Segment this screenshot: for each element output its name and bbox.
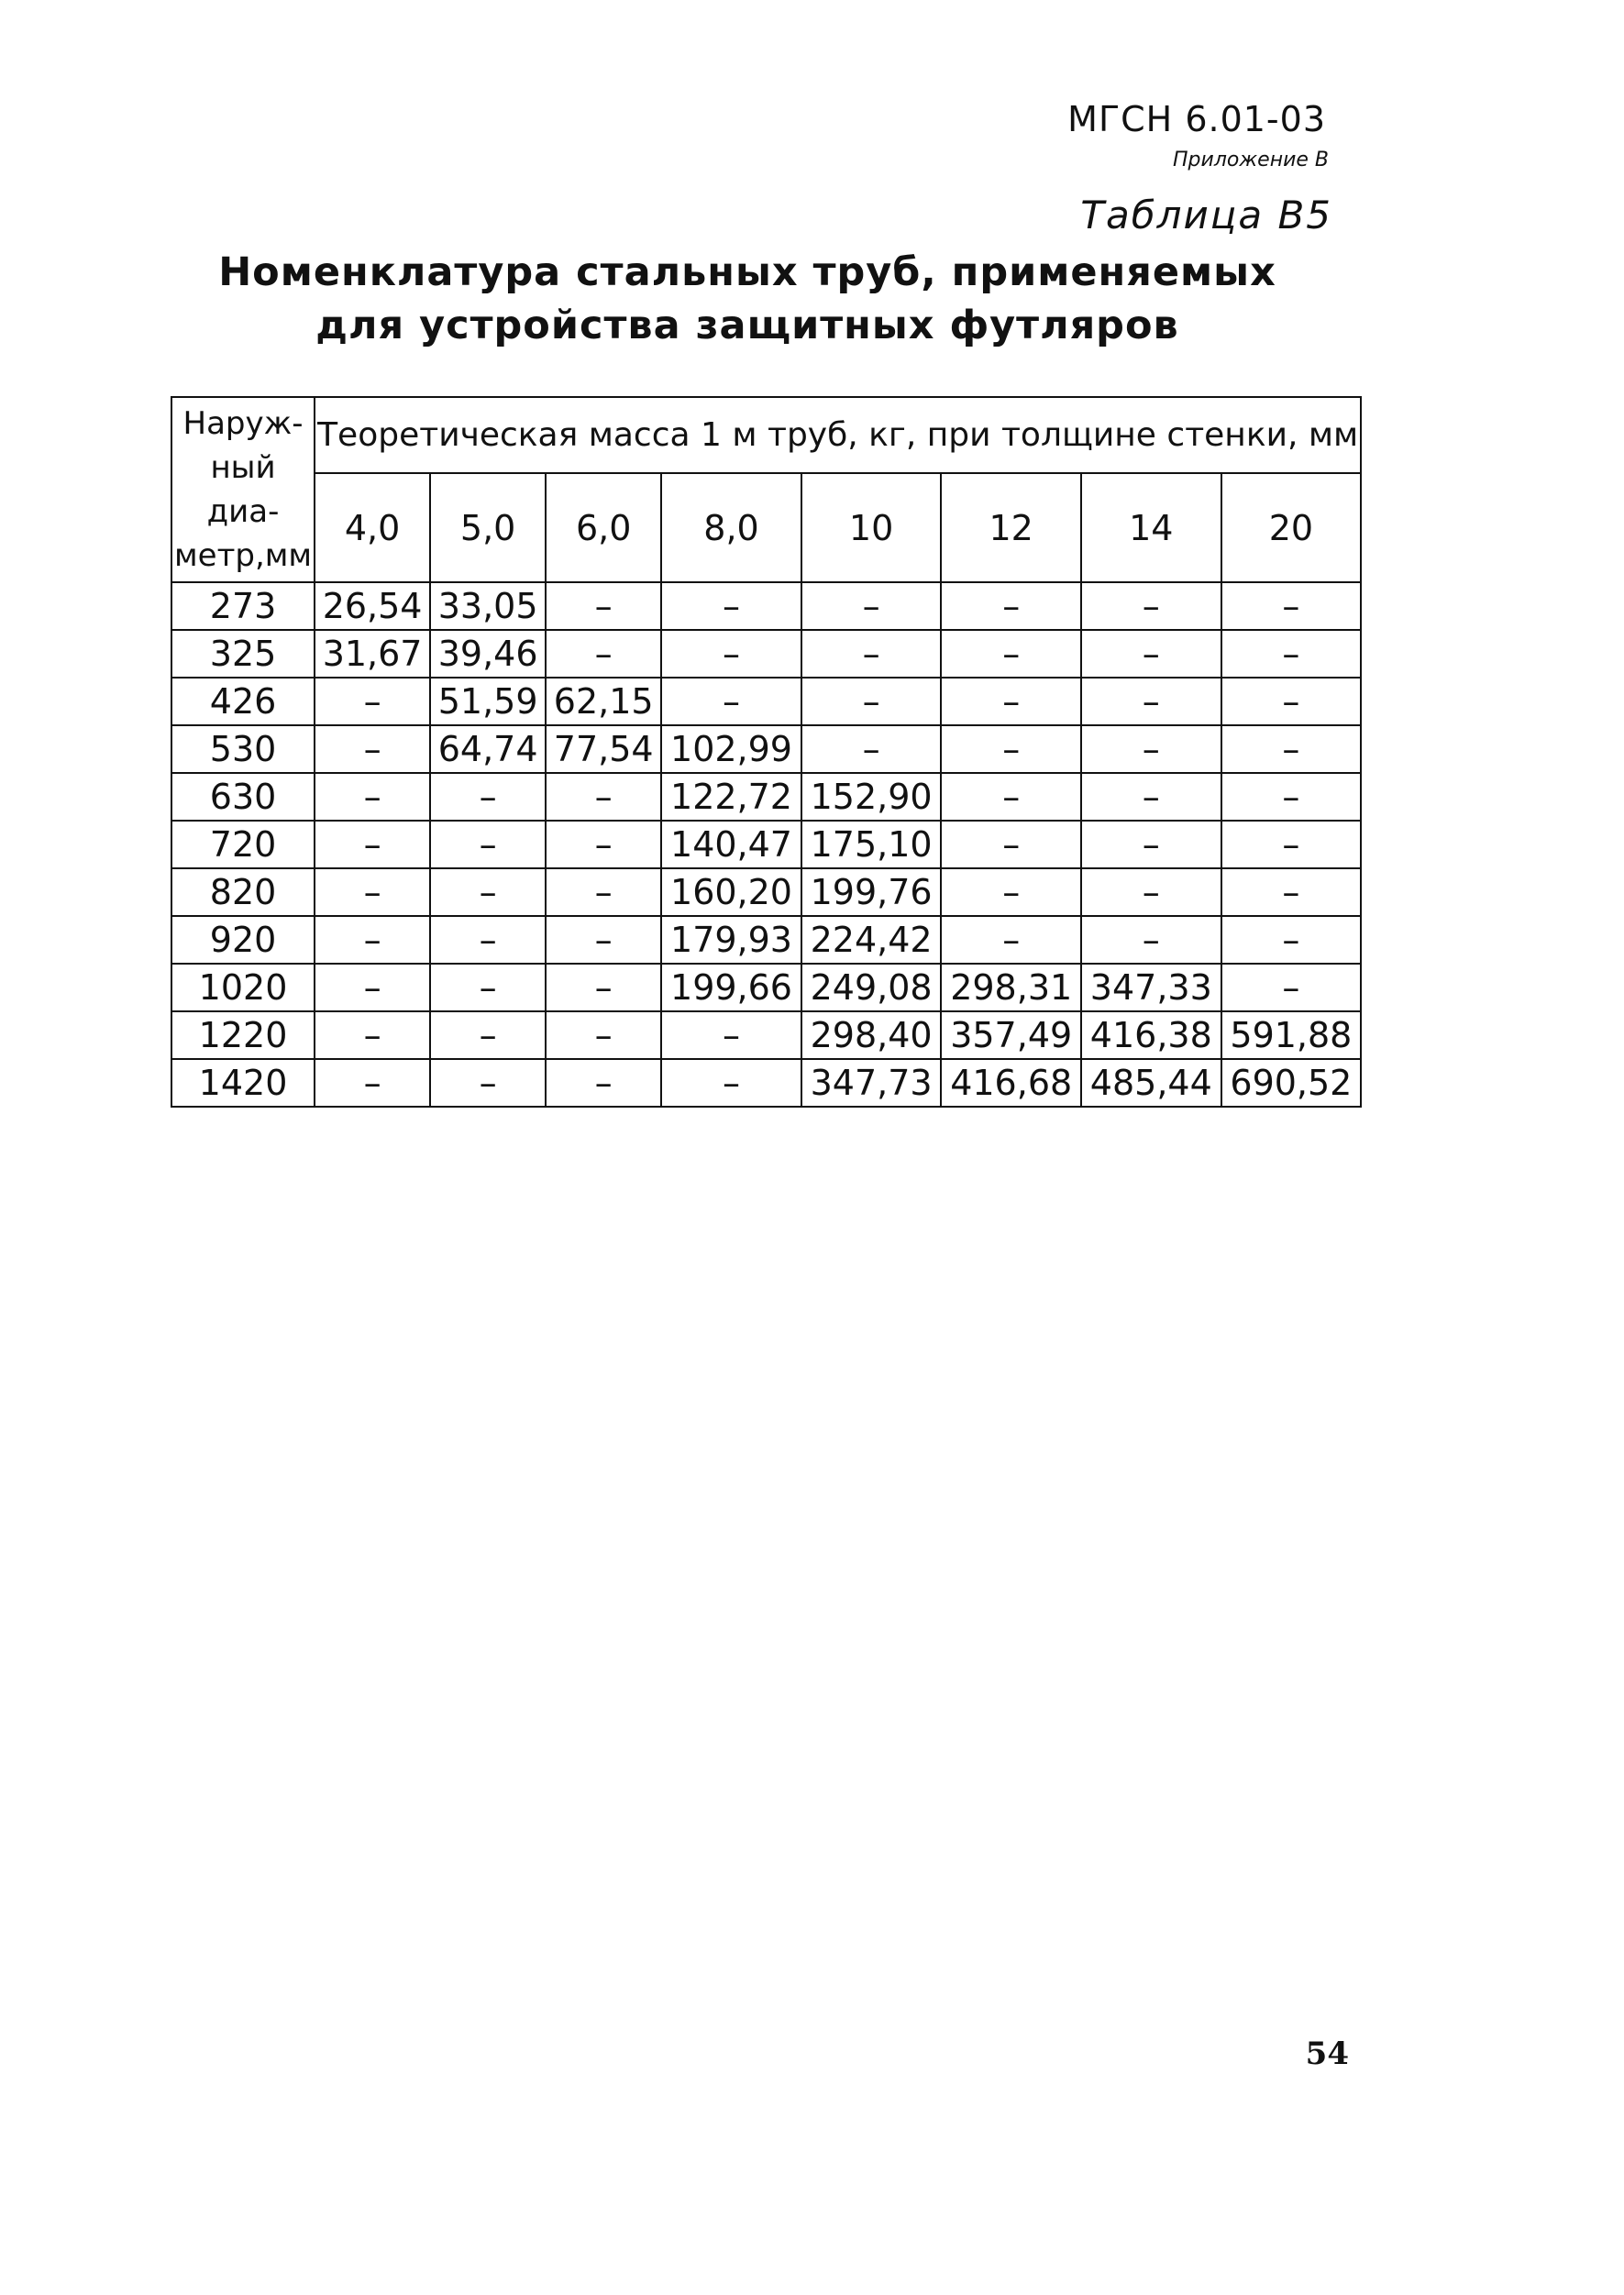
table-row: [171, 678, 1361, 725]
mass-cell: 416,38: [1081, 1011, 1221, 1059]
mass-cell: 64,74: [430, 725, 546, 773]
mass-cell: –: [661, 1011, 801, 1059]
thickness-header: 20: [1221, 473, 1362, 582]
table-row: [171, 773, 1361, 821]
mass-cell: –: [430, 916, 546, 964]
mass-cell: –: [546, 1059, 661, 1107]
mass-cell: –: [430, 1059, 546, 1107]
mass-cell: –: [1221, 964, 1362, 1011]
mass-cell: 591,88: [1221, 1011, 1362, 1059]
document-code: МГСН 6.01-03: [1067, 99, 1326, 139]
mass-cell: –: [1221, 916, 1362, 964]
mass-cell: –: [941, 725, 1081, 773]
diameter-cell: 630: [171, 773, 315, 821]
mass-cell: 298,31: [941, 964, 1081, 1011]
mass-cell: –: [546, 964, 661, 1011]
table-row: [171, 964, 1361, 1011]
mass-cell: –: [315, 868, 430, 916]
page-title-line-2: для устройства защитных футляров: [315, 303, 1179, 348]
mass-header: Теоретическая масса 1 м труб, кг, при толщине стенки, мм: [315, 397, 1361, 473]
table-row: [171, 630, 1361, 678]
thickness-header: 5,0: [430, 473, 546, 582]
mass-cell: 122,72: [661, 773, 801, 821]
mass-cell: –: [1081, 916, 1221, 964]
table-row: [171, 868, 1361, 916]
thickness-header: 12: [941, 473, 1081, 582]
mass-cell: –: [661, 630, 801, 678]
table-row: [171, 725, 1361, 773]
mass-cell: 179,93: [661, 916, 801, 964]
mass-cell: –: [1221, 678, 1362, 725]
mass-cell: –: [661, 582, 801, 630]
mass-cell: 26,54: [315, 582, 430, 630]
thickness-header: 8,0: [661, 473, 801, 582]
page-title-line-1: Номенклатура стальных труб, применяемых: [218, 249, 1276, 295]
thickness-header: 4,0: [315, 473, 430, 582]
mass-cell: –: [430, 868, 546, 916]
mass-cell: 152,90: [801, 773, 942, 821]
mass-cell: –: [801, 725, 942, 773]
mass-cell: 39,46: [430, 630, 546, 678]
diameter-header: Наруж-ный диа-метр,мм: [171, 397, 315, 582]
mass-cell: 51,59: [430, 678, 546, 725]
mass-cell: –: [941, 582, 1081, 630]
diameter-cell: 820: [171, 868, 315, 916]
mass-cell: –: [801, 678, 942, 725]
mass-cell: –: [941, 916, 1081, 964]
mass-cell: –: [1221, 725, 1362, 773]
mass-cell: 416,68: [941, 1059, 1081, 1107]
mass-cell: –: [1081, 868, 1221, 916]
mass-cell: –: [430, 821, 546, 868]
mass-cell: 33,05: [430, 582, 546, 630]
thickness-header: 10: [801, 473, 942, 582]
diameter-cell: 720: [171, 821, 315, 868]
table-row: [171, 821, 1361, 868]
mass-cell: 199,66: [661, 964, 801, 1011]
diameter-cell: 1220: [171, 1011, 315, 1059]
mass-cell: 298,40: [801, 1011, 942, 1059]
mass-cell: –: [801, 630, 942, 678]
mass-cell: –: [1081, 582, 1221, 630]
mass-cell: 77,54: [546, 725, 661, 773]
mass-cell: 160,20: [661, 868, 801, 916]
mass-cell: 347,33: [1081, 964, 1221, 1011]
mass-cell: –: [315, 1011, 430, 1059]
mass-cell: –: [941, 630, 1081, 678]
mass-cell: –: [941, 773, 1081, 821]
mass-cell: 62,15: [546, 678, 661, 725]
table-caption: Таблица В5: [1080, 193, 1332, 237]
mass-cell: –: [315, 725, 430, 773]
table-body: [171, 582, 1361, 1107]
mass-cell: –: [1221, 582, 1362, 630]
table-header-row: [171, 397, 1361, 473]
diameter-cell: 325: [171, 630, 315, 678]
mass-cell: –: [315, 773, 430, 821]
mass-cell: –: [315, 1059, 430, 1107]
mass-cell: –: [1221, 630, 1362, 678]
page-title: [211, 246, 1284, 352]
mass-cell: 249,08: [801, 964, 942, 1011]
mass-cell: –: [801, 582, 942, 630]
mass-cell: –: [1081, 678, 1221, 725]
pipe-table: [171, 396, 1362, 1108]
mass-cell: –: [1221, 868, 1362, 916]
mass-cell: –: [546, 773, 661, 821]
mass-cell: 140,47: [661, 821, 801, 868]
mass-cell: –: [1081, 725, 1221, 773]
mass-cell: –: [546, 821, 661, 868]
mass-cell: –: [546, 630, 661, 678]
mass-cell: 485,44: [1081, 1059, 1221, 1107]
mass-cell: –: [315, 821, 430, 868]
mass-cell: –: [941, 678, 1081, 725]
mass-cell: 199,76: [801, 868, 942, 916]
diameter-cell: 1020: [171, 964, 315, 1011]
mass-cell: 31,67: [315, 630, 430, 678]
mass-cell: 690,52: [1221, 1059, 1362, 1107]
mass-cell: 347,73: [801, 1059, 942, 1107]
mass-cell: 175,10: [801, 821, 942, 868]
table-row: [171, 1011, 1361, 1059]
mass-cell: –: [430, 1011, 546, 1059]
mass-cell: –: [430, 964, 546, 1011]
mass-cell: –: [315, 916, 430, 964]
table-row: [171, 916, 1361, 964]
mass-cell: 102,99: [661, 725, 801, 773]
mass-cell: –: [546, 1011, 661, 1059]
diameter-cell: 1420: [171, 1059, 315, 1107]
thickness-header-row: [171, 473, 1361, 582]
mass-cell: –: [1081, 821, 1221, 868]
mass-cell: –: [546, 868, 661, 916]
mass-cell: 224,42: [801, 916, 942, 964]
diameter-cell: 426: [171, 678, 315, 725]
mass-cell: –: [546, 582, 661, 630]
appendix-label: Приложение В: [1173, 149, 1329, 171]
table-row: [171, 1059, 1361, 1107]
thickness-header: 14: [1081, 473, 1221, 582]
mass-cell: –: [546, 916, 661, 964]
mass-cell: –: [1081, 630, 1221, 678]
table-row: [171, 582, 1361, 630]
mass-cell: 357,49: [941, 1011, 1081, 1059]
mass-cell: –: [661, 678, 801, 725]
mass-cell: –: [1221, 821, 1362, 868]
diameter-cell: 273: [171, 582, 315, 630]
mass-cell: –: [1081, 773, 1221, 821]
diameter-cell: 920: [171, 916, 315, 964]
diameter-cell: 530: [171, 725, 315, 773]
mass-cell: –: [941, 868, 1081, 916]
page-number: 54: [1305, 2036, 1349, 2072]
mass-cell: –: [315, 964, 430, 1011]
mass-cell: –: [941, 821, 1081, 868]
mass-cell: –: [430, 773, 546, 821]
thickness-header: 6,0: [546, 473, 661, 582]
mass-cell: –: [661, 1059, 801, 1107]
mass-cell: –: [1221, 773, 1362, 821]
mass-cell: –: [315, 678, 430, 725]
